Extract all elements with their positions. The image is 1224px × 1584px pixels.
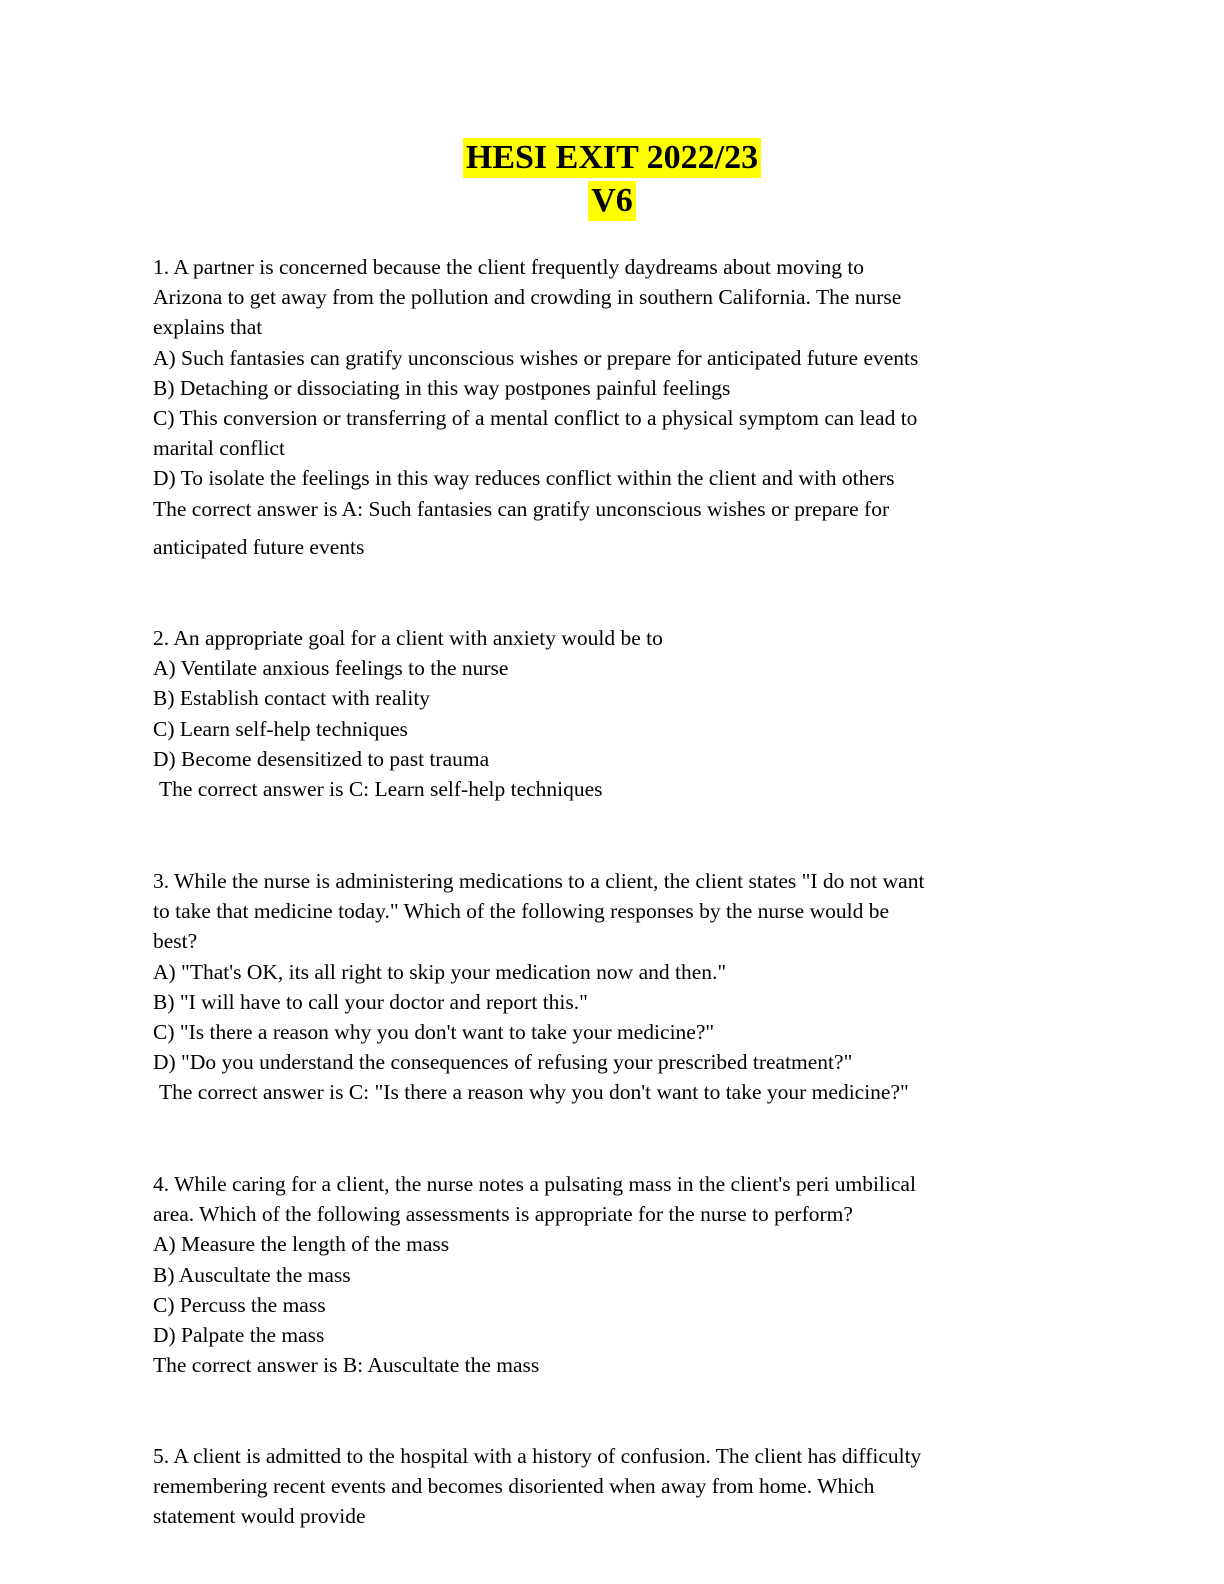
question-stem-line: explains that [153, 315, 263, 340]
option-c: C) "Is there a reason why you don't want to take your medicine?" [153, 1020, 715, 1045]
question-stem-line: best? [153, 929, 198, 954]
correct-answer: The correct answer is C: Learn self-help techniques [159, 777, 603, 802]
correct-answer: The correct answer is C: "Is there a reason why you don't want to take your medicine?" [159, 1080, 909, 1105]
option-c: C) Learn self-help techniques [153, 716, 408, 741]
option-c: C) This conversion or transferring of a mental conflict to a physical symptom can lead to [153, 406, 918, 431]
question-stem-line: statement would provide [153, 1504, 366, 1529]
option-b: B) Auscultate the mass [153, 1262, 351, 1287]
question-stem-line: 5. A client is admitted to the hospital with a history of confusion. The client has difficulty [153, 1444, 922, 1468]
question-stem-line: Arizona to get away from the pollution and crowding in southern California. The nurse [153, 285, 902, 310]
correct-answer: The correct answer is B: Auscultate the mass [153, 1353, 540, 1378]
correct-answer-continued: anticipated future events [153, 534, 365, 559]
option-d: D) To isolate the feelings in this way reduces conflict within the client and with others [153, 466, 895, 491]
question-stem-line: to take that medicine today." Which of the following responses by the nurse would be [153, 899, 890, 924]
option-a: A) Ventilate anxious feelings to the nurse [153, 656, 509, 681]
option-b: B) Establish contact with reality [153, 686, 431, 711]
option-a: A) "That's OK, its all right to skip your medication now and then." [153, 959, 727, 984]
question-stem-line: 4. While caring for a client, the nurse notes a pulsating mass in the client's peri umbilical [153, 1172, 916, 1196]
question-4 [153, 1169, 1073, 1380]
option-b: B) "I will have to call your doctor and report this." [153, 989, 588, 1014]
question-stem-line: area. Which of the following assessments is appropriate for the nurse to perform? [153, 1202, 853, 1227]
question-stem-line: 2. An appropriate goal for a client with anxiety would be to [153, 626, 663, 650]
option-d: D) "Do you understand the consequences of refusing your prescribed treatment?" [153, 1050, 853, 1075]
option-a: A) Such fantasies can gratify unconscious wishes or prepare for anticipated future events [153, 345, 919, 370]
option-b: B) Detaching or dissociating in this way postpones painful feelings [153, 375, 731, 400]
question-5 [153, 1441, 1073, 1532]
title-line-1: HESI EXIT 2022/23 [463, 138, 761, 178]
question-3 [153, 866, 1073, 1108]
question-stem-line: 1. A partner is concerned because the client frequently daydreams about moving to [153, 255, 865, 279]
option-a: A) Measure the length of the mass [153, 1232, 450, 1257]
option-d: D) Become desensitized to past trauma [153, 746, 490, 771]
question-stem-line: remembering recent events and becomes disoriented when away from home. Which [153, 1474, 875, 1499]
question-2 [153, 623, 1073, 804]
document-title [0, 138, 1224, 224]
question-1 [153, 252, 1073, 562]
correct-answer: The correct answer is A: Such fantasies can gratify unconscious wishes or prepare for [153, 496, 890, 521]
option-c-continued: marital conflict [153, 436, 285, 461]
question-stem-line: 3. While the nurse is administering medications to a client, the client states "I do not want [153, 869, 925, 893]
title-line-2: V6 [588, 181, 636, 221]
option-d: D) Palpate the mass [153, 1323, 325, 1348]
option-c: C) Percuss the mass [153, 1292, 326, 1317]
